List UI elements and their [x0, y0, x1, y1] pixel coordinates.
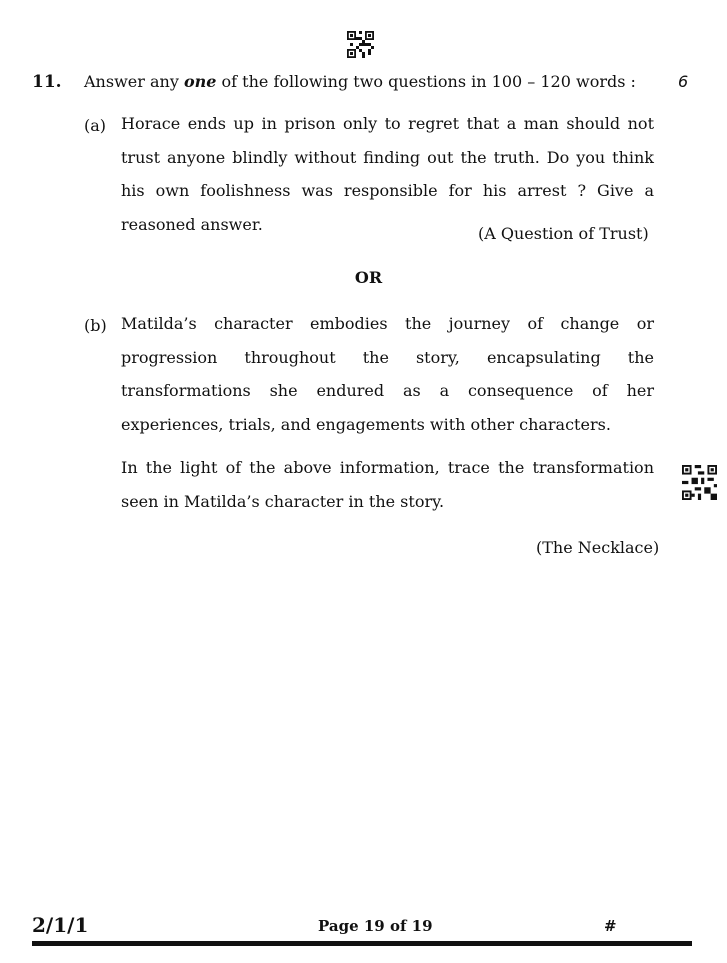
option-b-label: (b)	[84, 316, 107, 335]
option-b-text: Matilda’s character embodies the journey of change or progression throughout the story, encapsulating the transformations she endured as a consequence of her experiences, trials, and engagements with other characters.	[121, 314, 654, 434]
stem-suffix: of the following two questions in 100 – 120 words :	[216, 72, 636, 91]
footer-rule	[32, 941, 692, 946]
option-b-prompt: In the light of the above information, trace the transformation seen in Matilda’s character in the story.	[121, 458, 654, 511]
footer-hash: #	[604, 917, 617, 935]
option-a-text: Horace ends up in prison only to regret that a man should not trust anyone blindly without finding out the truth. Do you think his own foolishness was responsible for his arrest ? Give a reasoned answer.	[121, 114, 654, 234]
qr-code-top	[347, 31, 374, 58]
qr-code-side	[682, 465, 717, 500]
stem-prefix: Answer any	[84, 72, 184, 91]
or-divider: OR	[354, 268, 383, 287]
question-stem	[84, 72, 644, 91]
paper-code: 2/1/1	[32, 913, 89, 937]
option-a-label: (a)	[84, 116, 107, 135]
option-a-source: (A Question of Trust)	[478, 224, 649, 243]
question-number: 11.	[32, 72, 62, 92]
page-number: Page 19 of 19	[318, 917, 433, 935]
option-b-source: (The Necklace)	[536, 538, 660, 557]
question-marks: 6	[678, 72, 689, 91]
stem-emphasis: one	[183, 72, 217, 91]
